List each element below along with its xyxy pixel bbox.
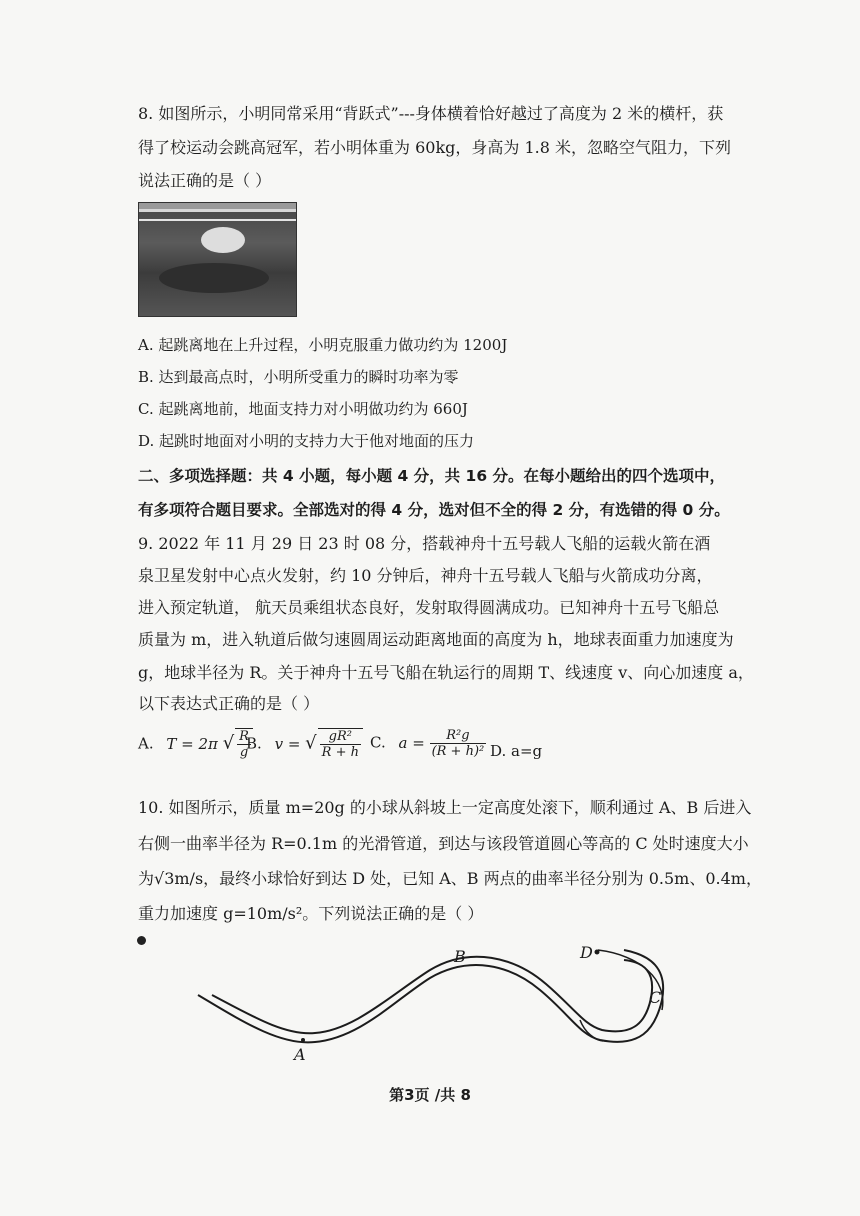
q10-line-1: 10. 如图所示，质量 m=20g 的小球从斜坡上一定高度处滚下，顺利通过 A、B 后进入 xyxy=(138,798,752,817)
point-d-marker xyxy=(595,950,600,955)
q9-option-b-label: B. xyxy=(246,734,262,753)
track-inner xyxy=(212,957,652,1034)
q9-option-c xyxy=(370,728,486,759)
label-c: C xyxy=(649,988,662,1007)
q9-option-c-lhs: a = xyxy=(398,733,425,752)
crossbar xyxy=(139,219,296,221)
q8-line-1: 8. 如图所示，小明同常采用“背跃式”---身体横着恰好越过了高度为 2 米的横杆，获 xyxy=(138,104,724,123)
q9-line-5: g，地球半径为 R。关于神舟十五号飞船在轨运行的周期 T、线速度 v、向心加速度 a， xyxy=(138,663,754,682)
q8-line-3: 说法正确的是（ ） xyxy=(138,171,272,190)
q9-line-2: 泉卫星发射中心点火发射，约 10 分钟后，神舟十五号载人飞船与火箭成功分离， xyxy=(138,566,713,585)
section2-line-1: 二、多项选择题：共 4 小题，每小题 4 分，共 16 分。在每小题给出的四个选项中， xyxy=(138,467,726,485)
q8-option-b: B. 达到最高点时，小明所受重力的瞬时功率为零 xyxy=(138,368,459,386)
q9-option-b: B. v = √ $\frac{\text{gR²}}{R + h}$ xyxy=(246,728,363,760)
q10-line-3: 为√3m/s，最终小球恰好到达 D 处，已知 A、B 两点的曲率半径分别为 0.5m、0.4m， xyxy=(138,869,762,888)
q9-option-b-num: gR² xyxy=(320,729,361,745)
q8-option-d: D. 起跳时地面对小明的支持力大于他对地面的压力 xyxy=(138,432,475,450)
label-a: A xyxy=(294,1045,306,1064)
scan-mark xyxy=(137,936,146,945)
q9-option-a-num: R xyxy=(239,729,249,744)
q10-line-2: 右侧一曲率半径为 R=0.1m 的光滑管道，到达与该段管道圆心等高的 C 处时速度大小 xyxy=(138,834,749,853)
section2-line-2: 有多项符合题目要求。全部选对的得 4 分，选对但不全的得 2 分，有选错的得 0 分。 xyxy=(138,501,730,519)
q9-option-c-den: (R + h)² xyxy=(431,744,485,759)
q9-line-6: 以下表达式正确的是（ ） xyxy=(138,694,320,713)
q9-option-b-den: R + h xyxy=(321,745,359,760)
point-a-marker xyxy=(301,1038,305,1042)
q8-line-2: 得了校运动会跳高冠军，若小明体重为 60kg，身高为 1.8 米，忽略空气阻力，下列 xyxy=(138,138,732,157)
pipe-outer xyxy=(598,950,663,1010)
high-jump-photo xyxy=(138,202,297,317)
q8-option-c: C. 起跳离地前，地面支持力对小明做功约为 660J xyxy=(138,400,468,418)
q9-option-c-num: R²g xyxy=(430,728,487,744)
label-d: D xyxy=(580,943,593,962)
q8-option-a: A. 起跳离地在上升过程，小明克服重力做功约为 1200J xyxy=(138,336,508,354)
pipe-end xyxy=(580,1020,603,1041)
q9-line-3: 进入预定轨道， 航天员乘组状态良好，发射取得圆满成功。已知神舟十五号飞船总 xyxy=(138,598,720,617)
q9-line-1: 9. 2022 年 11 月 29 日 23 时 08 分，搭载神舟十五号载人飞船的运载火箭在酒 xyxy=(138,534,711,553)
q9-option-d: D. a=g xyxy=(490,742,543,760)
q9-option-c-label: C. xyxy=(370,733,386,752)
page-footer: 第3页 /共 8 xyxy=(389,1086,471,1104)
q9-option-a-lhs: T = 2π xyxy=(166,734,218,753)
q10-line-4: 重力加速度 g=10m/s²。下列说法正确的是（ ） xyxy=(138,904,484,923)
q9-option-b-lhs: v = xyxy=(274,734,301,753)
jumper-silhouette xyxy=(201,227,245,253)
label-b: B xyxy=(454,947,466,966)
q9-line-4: 质量为 m，进入轨道后做匀速圆周运动距离地面的高度为 h，地球表面重力加速度为 xyxy=(138,630,734,649)
q9-option-a-label: A. xyxy=(138,734,154,753)
q9-option-a: A. T = 2π √ $\frac{R}{g}$ xyxy=(138,728,253,760)
track-outer xyxy=(198,950,663,1042)
q9-option-a-den: g xyxy=(239,745,249,760)
landing-mat xyxy=(159,263,269,293)
